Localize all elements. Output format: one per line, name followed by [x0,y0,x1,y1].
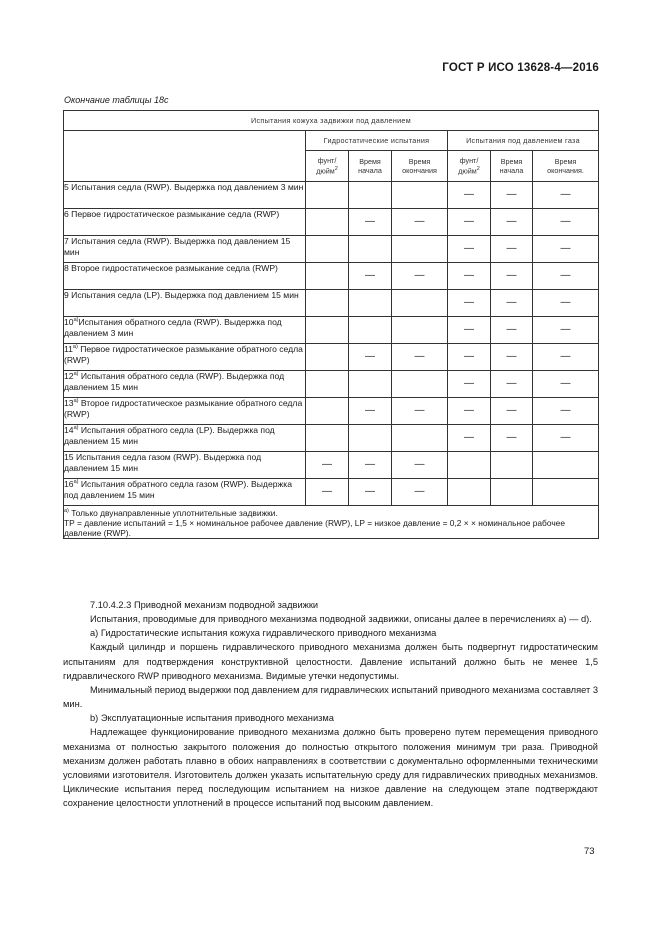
table-cell [533,452,599,479]
table-row [64,425,599,452]
sub-header-cell: Время окончания. [533,151,599,182]
table-cell: — [448,317,491,344]
row-label: 13$^{a)}$ Второе гидростатическое размыкание обратного седла (RWP) [64,398,306,425]
table-notes [64,506,599,539]
table-cell: — [533,182,599,209]
group-hydrostatic-header: Гидростатические испытания [306,131,448,151]
document-standard-header: ГОСТ Р ИСО 13628-4—2016 [442,62,599,74]
sub-header-cell: фунт/ дюйм$^2$ [448,151,491,182]
table-row [64,263,599,290]
table-cell: — [533,425,599,452]
row-number: 10 [64,317,74,327]
table-cell [306,344,349,371]
table-cell: — [349,209,392,236]
table-cell [392,182,448,209]
table-cell [306,236,349,263]
row-label: 14$^{a)}$ Испытания обратного седла (LP). Выдержка под давлением 15 мин [64,425,306,452]
row-number: 14 [64,425,74,435]
row-text: Первое гидростатическое размыкание седла (RWP) [71,209,280,219]
table-cell [349,182,392,209]
table-cell: — [392,452,448,479]
row-number: 9 [64,290,69,300]
body-paragraph: Минимальный период выдержки под давлением для гидравлических испытаний приводного механизма составляет 3 мин. [63,684,599,710]
table-cell: — [491,344,533,371]
table-row [64,236,599,263]
row-text: Испытания седла (LP). Выдержка под давлением 15 мин [71,290,299,300]
row-label [64,452,306,479]
body-paragraph: а) Гидростатические испытания кожуха гидравлического приводного механизма [90,628,437,639]
table-cell [392,371,448,398]
row-text: Испытания обратного седла (RWP). Выдержка под давлением 3 мин [64,317,282,338]
table-cell: — [491,317,533,344]
table-cell: — [349,263,392,290]
table-cell [349,425,392,452]
table-cell: — [533,398,599,425]
table-cell: — [533,371,599,398]
table-row [64,479,599,506]
table-cell: — [448,182,491,209]
row-text: Испытания седла газом (RWP). Выдержка под давлением 15 мин [64,452,262,473]
table-cell: — [533,290,599,317]
table-cell [306,182,349,209]
row-label [64,263,306,290]
table-cell: — [533,344,599,371]
table-cell: — [448,344,491,371]
table-cell: — [306,452,349,479]
row-label [64,236,306,263]
table-cell: — [349,398,392,425]
table-cell: — [392,344,448,371]
row-label [64,182,306,209]
table-row [64,209,599,236]
row-text: Испытания седла (RWP). Выдержка под давлением 3 мин [71,182,304,192]
table-cell [306,317,349,344]
table-row [64,371,599,398]
note-tp: ТР = давление испытаний = 1,5 × номинальное рабочее давление (RWP), LP = низкое давление = 0,2 × × номинальное рабочее давление (RWP). [64,517,565,538]
table-cell [491,479,533,506]
row-number: 12 [64,371,74,381]
table-cell: — [533,236,599,263]
note-a: $^{a)}$ Только двунаправленные уплотнительные задвижки. [64,507,278,518]
table-cell [392,290,448,317]
table-cell [306,263,349,290]
table-cell: — [448,236,491,263]
row-number: 13 [64,398,74,408]
body-paragraph: Надлежащее функционирование приводного механизма должно быть проверено путем перемещения приводного механизма от полностью закрытого положения до полностью открытого положения минимум три раза. Приводной механизм должен работать плавно в обоих направлениях в соответствии с документально оформленными техническими условиями изготовителя. Изготовитель должен указать испытательную среду для гидравлических приводных механизмов. Циклические испытания перед последующим испытанием на низкое давление на следующем этапе подтверждают сохранение целостности уплотнений в процессе испытаний под высоким давлением. [63,727,598,809]
table-cell [448,452,491,479]
row-number: 6 [64,209,69,219]
table-cell: — [349,452,392,479]
table-caption: Окончание таблицы 18с [64,95,169,105]
table-cell: — [392,263,448,290]
row-label: 12$^{a)}$ Испытания обратного седла (RWP). Выдержка под давлением 15 мин [64,371,306,398]
test-table [63,110,599,539]
row-number: 15 [64,452,74,462]
row-text: Испытания обратного седла (LP). Выдержка под давлением 15 мин [64,425,275,446]
table-cell [306,209,349,236]
row-number: 11 [64,344,73,354]
table-cell [491,452,533,479]
page-number: 73 [584,846,595,857]
sub-header-cell: Время окончания [392,151,448,182]
body-paragraph: Испытания, проводимые для приводного механизма подводной задвижки, описаны далее в перечислениях а) — d). [90,614,592,625]
table-cell [392,236,448,263]
row-label: 11$^{a)}$ Первое гидростатическое размыкание обратного седла (RWP) [64,344,306,371]
table-cell: — [392,398,448,425]
table-cell: — [448,290,491,317]
table-row [64,317,599,344]
table-label-header [64,131,306,182]
table-cell: — [349,479,392,506]
row-label: 16$^{a)}$ Испытания обратного седла газом (RWP). Выдержка под давлением 15 мин [64,479,306,506]
table-top-header: Испытания кожуха задвижки под давлением [64,111,599,131]
table-cell: — [448,425,491,452]
table-cell: — [448,371,491,398]
table-cell [349,236,392,263]
table-cell [349,371,392,398]
sub-header-cell: Время начала [491,151,533,182]
table-cell: — [533,263,599,290]
table-cell: — [533,317,599,344]
row-text: Испытания обратного седла (RWP). Выдержка под давлением 15 мин [64,371,285,392]
body-paragraph: b) Эксплуатационные испытания приводного механизма [90,713,334,724]
table-cell: — [533,209,599,236]
table-cell: — [448,398,491,425]
row-text: Второе гидростатическое размыкание седла (RWP) [71,263,278,273]
row-label: 10$^{a)}$Испытания обратного седла (RWP). Выдержка под давлением 3 мин [64,317,306,344]
table-row [64,452,599,479]
sub-header-cell: Время начала [349,151,392,182]
table-cell [349,290,392,317]
body-text [63,598,598,810]
row-text: Второе гидростатическое размыкание обратного седла (RWP) [64,398,303,419]
table-cell: — [491,290,533,317]
table-cell [349,317,392,344]
row-number: 16 [64,479,74,489]
table-row [64,398,599,425]
table-cell: — [448,209,491,236]
table-row [64,182,599,209]
table-cell: — [392,209,448,236]
row-number: 8 [64,263,69,273]
table-cell: — [491,371,533,398]
table-cell: — [392,479,448,506]
table-cell: — [491,209,533,236]
table-cell: — [491,182,533,209]
row-number: 7 [64,236,69,246]
table-cell [533,479,599,506]
table-cell [392,317,448,344]
row-text: Первое гидростатическое размыкание обратного седла (RWP) [64,344,303,365]
table-cell [392,425,448,452]
table-cell: — [306,479,349,506]
table-cell: — [349,344,392,371]
row-label [64,290,306,317]
body-paragraph: 7.10.4.2.3 Приводной механизм подводной задвижки [90,600,319,610]
row-text: Испытания седла (RWP). Выдержка под давлением 15 мин [64,236,291,257]
table-row [64,290,599,317]
sub-header-cell: фунт/ дюйм$^2$ [306,151,349,182]
table-cell [448,479,491,506]
table-cell: — [448,263,491,290]
table-cell: — [491,398,533,425]
table-cell: — [491,263,533,290]
table-cell [306,425,349,452]
table-cell: — [491,236,533,263]
table-cell: — [491,425,533,452]
table-cell [306,371,349,398]
table-cell [306,398,349,425]
row-number: 5 [64,182,69,192]
table-row [64,344,599,371]
row-text: Испытания обратного седла газом (RWP). Выдержка под давлением 15 мин [64,479,292,500]
group-gas-header: Испытания под давлением газа [448,131,599,151]
table-cell [306,290,349,317]
body-paragraph: Каждый цилиндр и поршень гидравлического приводного механизма должен быть подвергнут гидростатическим испытаниям для подтверждения конструктивной целостности. Давление испытаний должно быть не менее 1,5 гидравлического RWP приводного механизма. Видимые утечки недопустимы. [63,642,598,681]
row-label [64,209,306,236]
